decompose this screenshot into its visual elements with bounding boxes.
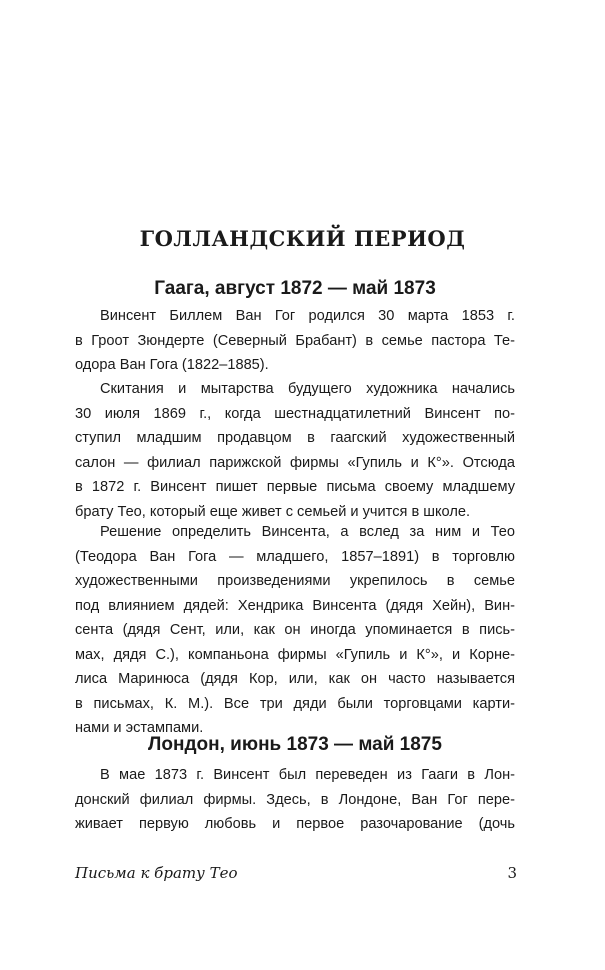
paragraph-2 <box>75 377 515 524</box>
chapter-title: ГОЛЛАНДСКИЙ ПЕРИОД <box>139 226 466 251</box>
paragraph-line: 30 июля 1869 г., когда шестнадцатилетний Винсент по- <box>75 405 515 422</box>
paragraph-line: В мае 1873 г. Винсент был переведен из Гааги в Лон- <box>100 767 515 783</box>
paragraph-line: ступил младшим продавцом в гаагский художественный <box>75 430 515 446</box>
paragraph-line: одора Ван Гога (1822–1885). <box>75 357 269 373</box>
paragraph-line: брату Тео, который еще живет с семьей и учится в школе. <box>75 503 471 520</box>
paragraph-line: в письмах, К. М.). Все три дяди были торговцами карти- <box>75 695 515 712</box>
paragraph-line: донский филиал фирмы. Здесь, в Лондоне, Ван Гог пере- <box>75 791 515 808</box>
paragraph-line: Решение определить Винсента, а вслед за ним и Тео <box>100 524 515 540</box>
paragraph-line: сента (дядя Сент, или, как он иногда упоминается в пись- <box>75 622 515 638</box>
paragraph-1 <box>75 304 515 378</box>
section-heading-hague: Гаага, август 1872 — май 1873 <box>154 278 436 299</box>
paragraph-line: (Теодора Ван Гога — младшего, 1857–1891) в торговлю <box>75 548 515 565</box>
paragraph-line: в 1872 г. Винсент пишет первые письма своему младшему <box>75 479 515 495</box>
page-number: 3 <box>507 864 517 882</box>
paragraph-line: под влиянием дядей: Хендрика Винсента (дядя Хейн), Вин- <box>75 597 515 614</box>
paragraph-3 <box>75 520 515 741</box>
paragraph-line: нами и эстампами. <box>75 720 204 736</box>
paragraph-line: Винсент Биллем Ван Гог родился 30 марта 1853 г. <box>100 308 515 324</box>
paragraph-4 <box>75 763 515 837</box>
paragraph-line: Скитания и мытарства будущего художника начались <box>100 381 515 397</box>
paragraph-line: в Гроот Зюндерте (Северный Брабант) в семье пастора Те- <box>75 332 515 349</box>
paragraph-line: живает первую любовь и первое разочарование (дочь <box>75 816 515 832</box>
paragraph-line: лиса Маринюса (дядя Кор, или, как он часто называется <box>75 671 515 687</box>
running-footer-title: Письма к брату Тео <box>75 864 238 882</box>
section-heading-london: Лондон, июнь 1873 — май 1875 <box>148 734 442 755</box>
paragraph-line: салон — филиал парижской фирмы «Гупиль и К°». Отсюда <box>75 454 515 471</box>
paragraph-line: художественными произведениями укрепилось в семье <box>75 573 515 589</box>
paragraph-line: мах, дядя С.), компаньона фирмы «Гупиль и К°», и Корне- <box>75 646 515 663</box>
